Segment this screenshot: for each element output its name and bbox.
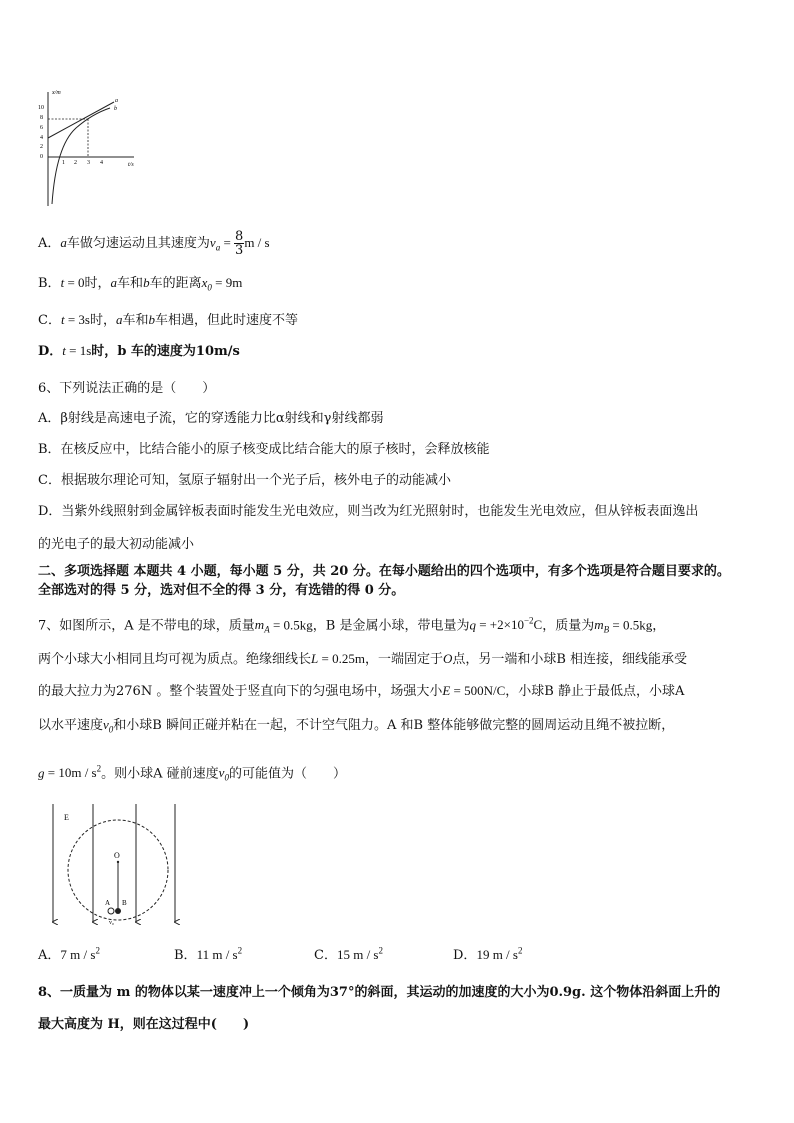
section-heading-line2: 全部选对的得 5 分，选对但不全的得 3 分，有选错的得 0 分。 [38,583,405,598]
option-letter: D． [38,344,63,359]
ball-a [108,908,114,914]
q5-option-b [38,274,242,297]
var-a: a [110,275,118,290]
ball-a-label: A [105,899,111,907]
ball-b [115,908,121,914]
q6-option-a: A．β射线是高速电子流，它的穿透能力比α射线和γ射线都弱 [38,411,384,426]
v0-symbol: $v_0$ [103,717,114,735]
pivot-label: O [114,851,120,860]
curve-a-label: a [115,98,118,104]
q7-line3: 的最大拉力为276N 。整个装置处于竖直向下的匀强电场中，场强大小E = 500N/C，小球B 静止于最低点，小球A [38,683,685,699]
mass-b-symbol: $m_B$ [594,617,610,635]
option-text: 时， [89,313,116,328]
q7-options [38,944,598,964]
x-tick-label: 1 [62,160,65,166]
velocity-label: v₀ [109,920,115,926]
y-axis-label: x/m [52,90,61,96]
time-symbol: t [62,343,66,358]
pivot-point [117,861,119,863]
y-tick-label: 2 [40,144,43,150]
time-symbol: t [60,312,65,327]
q7-line4: 以水平速度$v_0$和小球B 瞬间正碰并粘在一起，不计空气阻力。A 和B 整体能够做完整的圆周运动且绳不被拉断， [38,717,675,735]
x-tick-label: 4 [100,160,103,166]
option-letter: C． [38,313,61,328]
curve-b-label: b [114,106,117,112]
x-tick-label: 2 [74,160,77,166]
y-tick-label: 4 [40,135,43,141]
q6-option-d-line1: D．当紫外线照射到金属锌板表面时能发生光电效应，则当改为红光照射时，也能发生光电效应，但从锌板表面逸出 [38,504,699,519]
option-text: b 车的速度为10m/s [117,344,240,359]
option-text: 车和 [117,276,144,291]
fraction: $\frac{8}{3}$ [235,229,244,258]
y-tick-label: 10 [38,105,44,111]
q7-line5: $g = 10m / s^2$。则小球A 碰前速度$v_0$的可能值为（ ） [38,764,346,783]
section-heading: 二、多项选择题 本题共 4 小题，每小题 5 分，共 20 分。在每小题给出的四个选项中，有多个选项是符合题目要求的。 [38,564,730,579]
var-a: a [115,312,123,327]
unit: m / s [244,235,270,250]
field-diagram [36,800,186,930]
v0-symbol: $v_0$ [218,765,229,783]
q8-line2: 最大高度为 H，则在这过程中( ) [38,1017,250,1032]
option-text: 车和 [122,313,149,328]
option-text: 时， [84,276,111,291]
line-a [48,102,114,138]
q7-option-c: C．15 m / $s^2$ [314,945,383,963]
q6-option-c: C．根据玻尔理论可知，氢原子辐射出一个光子后，核外电子的动能减小 [38,473,451,488]
option-text: 车做匀速运动且其速度为 [66,236,210,251]
time-symbol: t [60,275,65,290]
charge-value: = $+2\times 10^{-2}C$ [475,616,543,633]
q7-line2: 两个小球大小相同且均可视为质点。绝缘细线长L = 0.25m，一端固定于O点，另一端和小球B 相连接，细线能承受 [38,651,688,667]
y-tick-label: 0 [40,154,43,160]
g-value: = $10m / s^2$ [44,764,102,781]
q5-option-a: A．a车做匀速运动且其速度为$v_a$ = $\frac{8}{3}$ m / s [38,229,270,258]
time-value: = 1s [65,343,92,358]
q7-option-a: A．7 m / $s^2$ [38,945,100,963]
curve-b [52,108,110,204]
x-tick-label: 3 [87,160,90,166]
q8-line1: 8、一质量为 m 的物体以某一速度冲上一个倾角为37°的斜面，其运动的加速度的大小为0.9g. 这个物体沿斜面上升的 [38,985,721,1000]
distance-symbol: $x_0$ [201,275,212,293]
xt-graph [30,86,142,210]
option-letter: A． [38,236,61,251]
field-label: E [64,813,69,822]
var-b: b [148,312,155,327]
option-text: 车的距离 [149,276,202,291]
q5-option-c [38,311,298,330]
q7-line1: 7、如图所示，A 是不带电的球，质量$m_A = 0.5kg$，B 是金属小球，带电量为$q = +2\times 10^{-2}C$，质量为$m_B = 0.5kg$， [38,616,666,635]
var-a: a [60,235,67,250]
x-axis-label: t/s [128,162,134,168]
y-tick-label: 6 [40,125,43,131]
q6-option-d-line2: 的光电子的最大初动能减小 [38,537,195,552]
velocity-symbol: $v_a$ [209,235,221,253]
q6-option-b: B．在核反应中，比结合能小的原子核变成比结合能大的原子核时，会释放核能 [38,442,490,457]
distance-value: = 9m [211,275,243,290]
mass-a-symbol: $m_A$ [254,617,270,635]
option-text: 时， [91,344,118,359]
time-value: = 0 [64,275,85,290]
option-letter: B． [38,276,61,291]
time-value: = 3s [64,312,90,327]
q6-stem: 6、下列说法正确的是（ ） [38,381,216,396]
q7-option-b: B．11 m / $s^2$ [174,945,243,963]
ball-b-label: B [122,899,127,907]
var-b: b [143,275,150,290]
option-text: 车相遇，但此时速度不等 [155,313,299,328]
y-tick-label: 8 [40,115,43,121]
q7-option-d: D．19 m / $s^2$ [453,945,523,963]
q5-option-d [38,342,240,361]
